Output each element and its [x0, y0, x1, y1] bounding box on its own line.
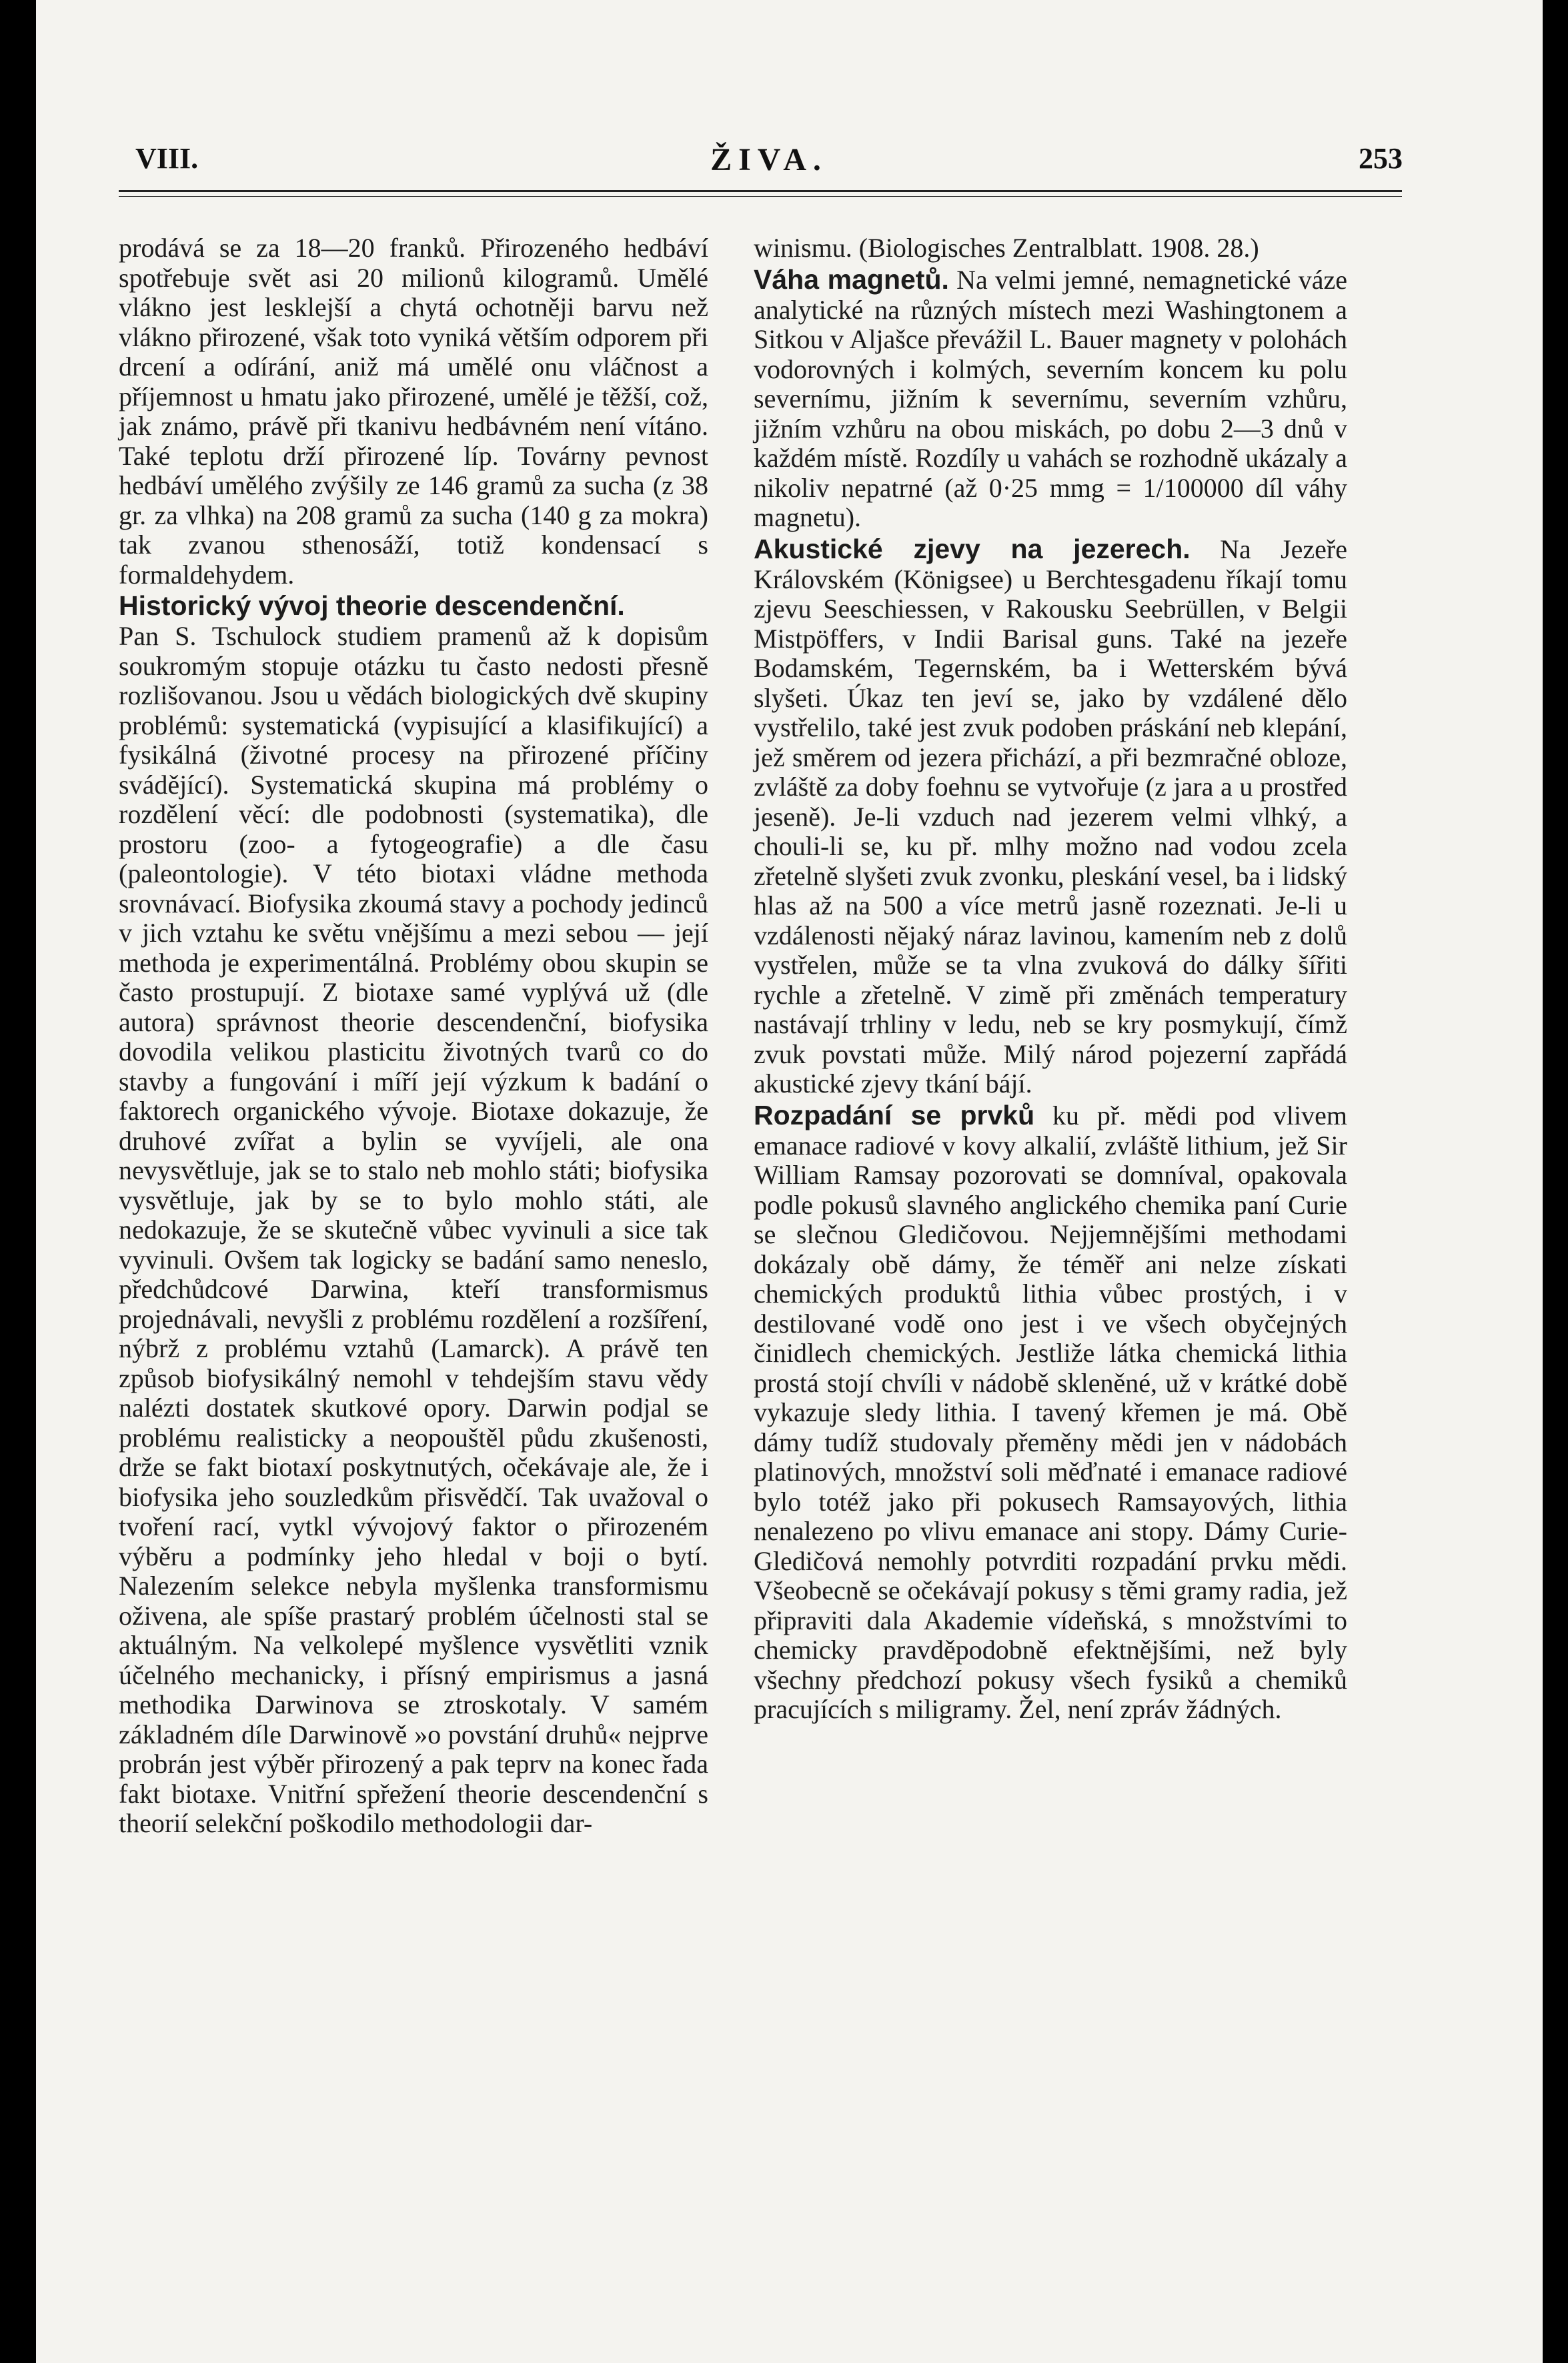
right-column [754, 233, 1347, 1725]
header-rule-thick [119, 190, 1402, 192]
journal-title: ŽIVA. [710, 142, 828, 177]
running-header [135, 141, 1403, 183]
magnet-weight-text: Na velmi jemné, nemagnetické váze analytické na různých místech mezi Washingtonem a Sitkou v Aljašce převážil L. Bauer magnety v polohách vodorovných i kolmých, severním koncem ku polu severnímu, jižním k severnímu, severním vzhůru, jižním vzhůru na obou miskách, po dobu 2—3 dnů v každém místě. Rozdíly u vahách se rozhodně ukázaly a nikoliv nepatrné (až 0·25 mmg = 1/100000 díl váhy magnetu). [754, 264, 1348, 532]
descendence-heading: Historický vývoj theorie descendenční. [119, 590, 625, 621]
volume-number: VIII. [135, 142, 199, 175]
magnet-weight-heading: Váha magnetů. [754, 263, 949, 295]
element-decay-heading: Rozpadání se prvků [754, 1099, 1035, 1130]
lake-acoustics-text: Na Jezeře Královském (Königsee) u Berchtesgadenu říkají tomu zjevu Seeschiessen, v Rakousku Seebrüllen, v Belgii Mistpöffers, v Indii Barisal guns. Také na jezeře Bodamském, Tegernském, ba i Wetterském bývá slyšeti. Úkaz ten jeví se, jako by vzdálené dělo vystřelilo, také jest zvuk podoben práskání neb klepání, jež směrem od jezera přichází, a při bezmračné obloze, zvláště za doby foehnu se vytvořuje (z jara a u prostřed jeseně). Je-li vzduch nad jezerem velmi vlhký, a chouli-li se, ku př. mlhy možno nad vodou zcela zřetelně slyšeti zvuk zvonku, pleskání vesel, ba i lidský hlas až na 500 a více metrů jasně rozeznati. Je-li u vzdálenosti nějaký náraz lavinou, kamením neb z dolů vystřelen, může se ta vlna zvuková do dálky šířiti rychle a zřetelně. V zimě při změnách temperatury nastávají trhliny v ledu, neb se kry posmykují, čímž zvuk povstati může. Milý národ pojezerní zapřádá akustické zjevy tkání bájí. [754, 534, 1347, 1098]
carry-over-text: winismu. (Biologisches Zentralblatt. 1908. 28.) [754, 233, 1259, 263]
lake-acoustics-heading: Akustické zjevy na jezerech. [754, 533, 1191, 564]
journal-page [36, 0, 1543, 2363]
left-column [119, 233, 708, 1839]
element-decay-text: ku př. mědi pod vlivem emanace radiové v kovy alkalií, zvláště lithium, jež Sir William Ramsay pozorovati se domníval, opakovala podle pokusů slavného anglického chemika paní Curie se slečnou Gledičovou. Nejjemnějšími methodami dokázaly obě dámy, že téměř ani nelze získati chemických produktů lithia vůbec prostých, i v destilované vodě ono jest i ve všech obyčejných činidlech chemických. Jestliže látka chemická lithia prostá stojí chvíli v nádobě skleněné, už v krátké době vykazuje sledy lithia. I tavený křemen je má. Obě dámy tudíž studovaly přeměny mědi jen v nádobách platinových, množství soli měďnaté i emanace radiové bylo totéž jako při pokusech Ramsayových, lithia nenalezeno po vlivu emanace ani stopy. Dámy Curie-Gledičová nemohly potvrditi rozpadání prvku mědi. Všeobecně se očekávají pokusy s těmi gramy radia, jež připraviti dala Akademie vídeňská, s množstvími to chemicky pravděpodobně efektnějšími, než byly všechny předchozí pokusy všech fysiků a chemiků pracujících s miligramy. Žel, není zpráv žádných. [754, 1100, 1347, 1724]
descendence-text: Pan S. Tschulock studiem pramenů až k dopisům soukromým stopuje otázku tu často nedosti přesně rozlišovanou. Jsou u vědách biologických dvě skupiny problémů: systematická (vypisující a klasifikující) a fysikálná (životné procesy na přirozené příčiny svádějící). Systematická skupina má problémy o rozdělení věcí: dle podobnosti (systematika), dle prostoru (zoo- a fytogeografie) a dle času (paleontologie). V této biotaxi vládne methoda srovnávací. Biofysika zkoumá stavy a pochody jedinců v jich vztahu ke světu vnějšímu a mezi sebou — její methoda je experimentálná. Problémy obou skupin se často prostupují. Z biotaxe samé vyplývá už (dle autora) správnost theorie descendenční, biofysika dovodila velikou plasticitu životných tvarů co do stavby a fungování i míří její výzkum k badání o faktorech organického vývoje. Biotaxe dokazuje, že druhové zvířat a bylin se vyvíjeli, ale ona nevysvětluje, jak se to stalo neb mohlo státi; biofysika vysvětluje, jak by se to bylo mohlo státi, ale nedokazuje, že se skutečně vůbec vyvinuli a sice tak vyvinuli. Ovšem tak logicky se badání samo neneslo, předchůdcové Darwina, kteří transformismus projednávali, nevyšli z problému rozdělení a rozšíření, nýbrž z problému vztahů (Lamarck). A právě ten způsob biofysikálný nemohl v tehdejším stavu vědy nalézti dostatek skutkové opory. Darwin podjal se problému realisticky a neopouštěl půdu zkušenosti, drže se fakt biotaxí poskytnutých, očekávaje ale, že i biofysika jeho souzledkům přisvědčí. Tak uvažoval o tvoření rací, vytkl vývojový faktor o přirozeném výběru a podmínky jeho hledal v boji o bytí. Nalezením selekce nebyla myšlenka transformismu oživena, ale spíše prastarý problém účelnosti stal se aktuálným. Na velkolepé myšlence vysvětliti vznik účelného mechanicky, i přísný empirismus a jasná methodika Darwinova se ztroskotaly. V samém základném díle Darwinově »o povstání druhů« nejprve probrán jest výběr přirozený a pak teprv na konec řada fakt biotaxe. Vnitřní spřežení theorie descendenční s theorií selekční poškodilo methodologii dar- [119, 621, 708, 1838]
header-rule-thin [119, 196, 1402, 197]
page-number: 253 [1359, 142, 1403, 175]
silk-article-text: prodává se za 18—20 franků. Přirozeného hedbáví spotřebuje svět asi 20 milionů kilogramů. Umělé vlákno jest lesklejší a chytá ochotněji barvu než vlákno přirozené, však toto vyniká větším odporem při drcení a odírání, aniž má umělé onu vláčnost a příjemnost u hmatu jako přirozené, umělé je těžší, což, jak známo, právě při tkanivu hedbávném není vítáno. Také teplotu drží přirozené líp. Továrny pevnost hedbáví umělého zvýšily ze 146 gramů za sucha (z 38 gr. za vlhka) na 208 gramů za sucha (140 g za mokra) tak zvanou sthenosáží, totiž kondensací s formaldehydem. [119, 233, 708, 590]
